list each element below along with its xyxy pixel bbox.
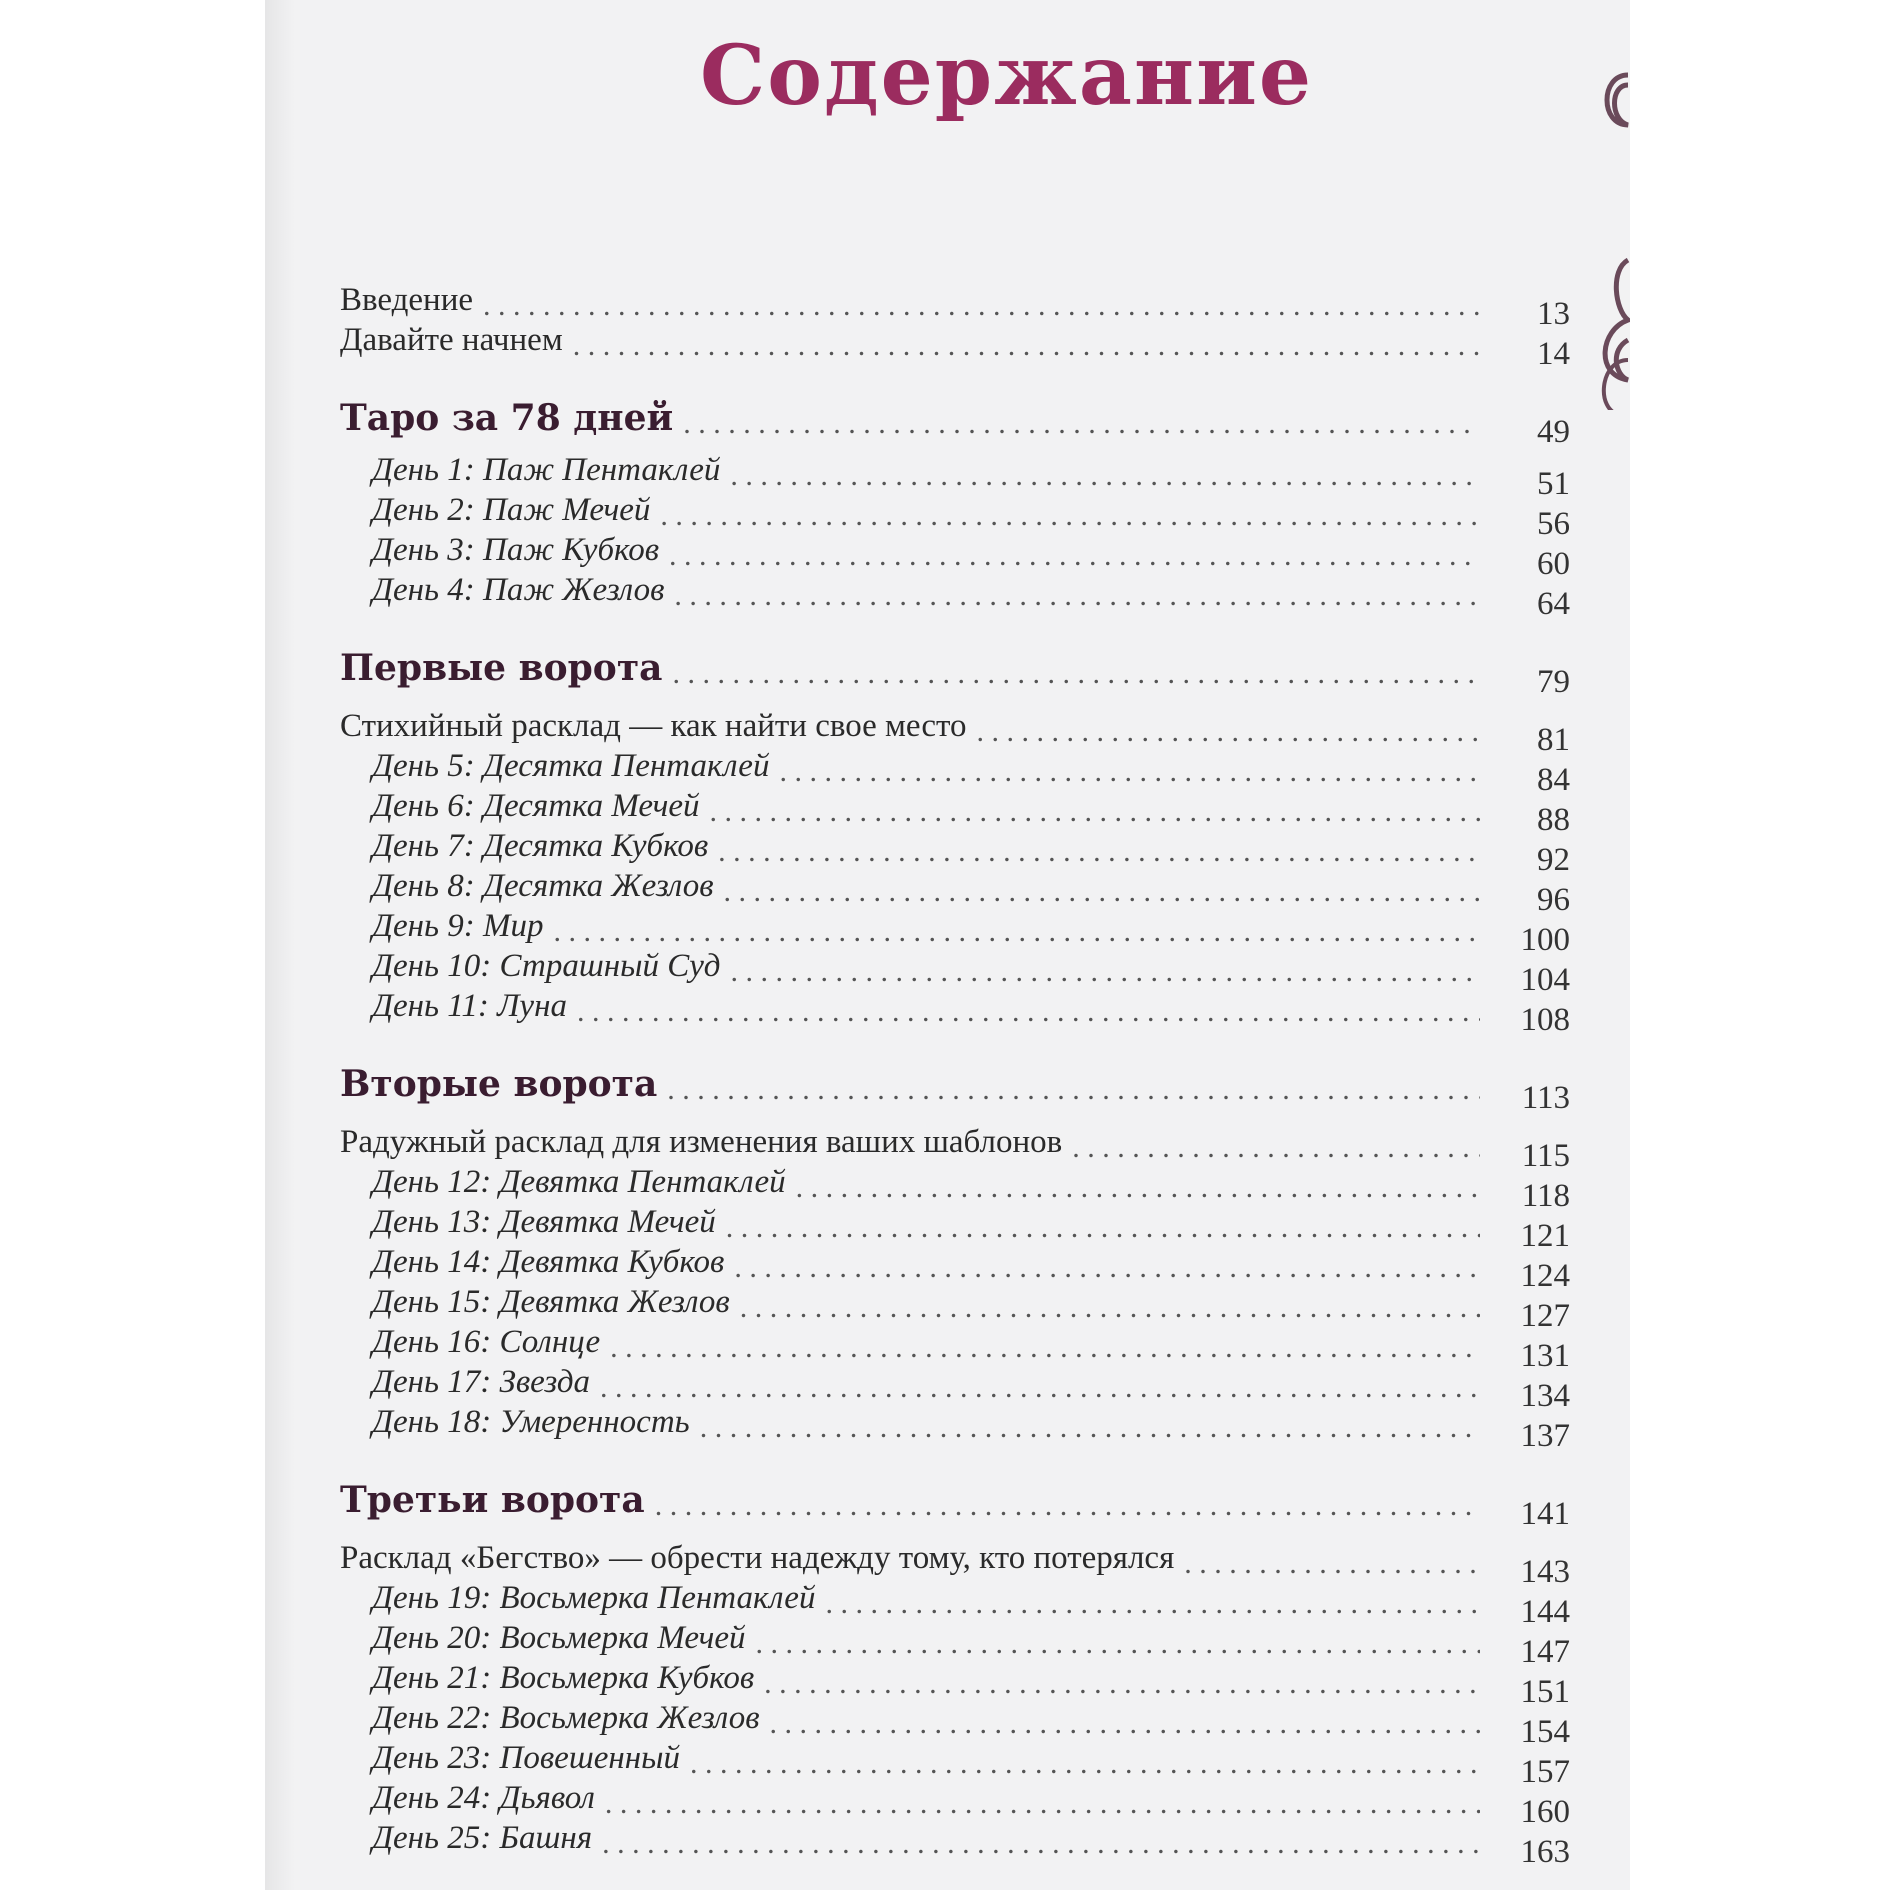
toc-entry-label: День 21: Восьмерка Кубков — [372, 1660, 755, 1696]
toc-entry-label: День 25: Башня — [372, 1820, 593, 1856]
toc-page-number: 157 — [1520, 1754, 1570, 1790]
toc-entry[interactable] — [340, 530, 1570, 582]
toc-page-number: 60 — [1537, 546, 1570, 582]
toc-entry-label: День 15: Девятка Жезлов — [372, 1284, 730, 1320]
dot-leader — [672, 642, 1480, 706]
toc-page-number: 134 — [1520, 1378, 1570, 1414]
toc-entry[interactable] — [340, 746, 1570, 798]
toc-entry[interactable] — [340, 1242, 1570, 1294]
toc-entry-label: День 24: Дьявол — [372, 1780, 595, 1816]
toc-entry-label: День 5: Десятка Пентаклей — [372, 748, 770, 784]
dot-leader — [764, 1664, 1480, 1704]
dot-leader — [730, 456, 1480, 496]
toc-page-number: 137 — [1520, 1418, 1570, 1454]
toc-entry-label: День 10: Страшный Суд — [372, 948, 721, 984]
dot-leader — [690, 1744, 1480, 1784]
dot-leader — [610, 1328, 1480, 1368]
toc-page-number: 81 — [1537, 722, 1570, 758]
dot-leader — [734, 1248, 1480, 1288]
page-title: Содержание — [700, 28, 1314, 124]
dot-leader — [779, 752, 1480, 792]
toc-entry[interactable] — [340, 1538, 1570, 1590]
toc-page-number: 79 — [1537, 664, 1570, 700]
toc-page-number: 113 — [1521, 1080, 1570, 1116]
toc-entry[interactable] — [340, 1778, 1570, 1830]
toc-entry-label: День 8: Десятка Жезлов — [372, 868, 714, 904]
toc-page-number: 121 — [1520, 1218, 1570, 1254]
toc-entry[interactable] — [340, 1738, 1570, 1790]
toc-entry-label: День 23: Повешенный — [372, 1740, 680, 1776]
toc-entry[interactable] — [340, 906, 1570, 958]
toc-entry[interactable] — [340, 786, 1570, 838]
table-of-contents — [340, 280, 1570, 1870]
dot-leader — [740, 1288, 1480, 1328]
toc-page-number: 14 — [1537, 336, 1570, 372]
dot-leader — [700, 1408, 1480, 1448]
toc-page-number: 127 — [1520, 1298, 1570, 1334]
toc-page-number: 151 — [1520, 1674, 1570, 1710]
toc-page-number: 56 — [1537, 506, 1570, 542]
dot-leader — [718, 832, 1480, 872]
toc-page-number: 96 — [1537, 882, 1570, 918]
toc-entry[interactable] — [340, 946, 1570, 998]
toc-page-number: 84 — [1537, 762, 1570, 798]
dot-leader — [756, 1624, 1480, 1664]
toc-entry[interactable] — [340, 986, 1570, 1038]
toc-entry[interactable] — [340, 1818, 1570, 1870]
toc-entry-label: День 3: Паж Кубков — [372, 532, 660, 568]
toc-entry-label: День 14: Девятка Кубков — [372, 1244, 725, 1280]
toc-entry-label: День 13: Девятка Мечей — [372, 1204, 716, 1240]
toc-page-number: 115 — [1521, 1138, 1570, 1174]
toc-entry-label: День 17: Звезда — [372, 1364, 591, 1400]
toc-entry[interactable] — [340, 1122, 1570, 1174]
toc-entry-label: День 22: Восьмерка Жезлов — [372, 1700, 760, 1736]
dot-leader — [655, 1474, 1480, 1538]
dot-leader — [577, 992, 1480, 1032]
toc-entry-label: Расклад «Бегство» — обрести надежду тому, кто потерялся — [340, 1540, 1175, 1576]
dot-leader — [554, 912, 1480, 952]
toc-entry-label: День 4: Паж Жезлов — [372, 572, 665, 608]
toc-entry-label: Давайте начнем — [340, 322, 563, 358]
toc-entry-label: День 20: Восьмерка Мечей — [372, 1620, 746, 1656]
toc-entry[interactable] — [340, 320, 1570, 372]
toc-entry[interactable] — [340, 570, 1570, 622]
toc-entry[interactable] — [340, 1578, 1570, 1630]
toc-entry[interactable] — [340, 866, 1570, 918]
dot-leader — [1184, 1544, 1480, 1584]
toc-entry[interactable] — [340, 1282, 1570, 1334]
toc-entry[interactable] — [340, 1162, 1570, 1214]
toc-entry[interactable] — [340, 490, 1570, 542]
toc-entry-label: Радужный расклад для изменения ваших шаблонов — [340, 1124, 1063, 1160]
page-gutter-shadow — [265, 0, 295, 1890]
dot-leader — [669, 536, 1480, 576]
toc-section-entry[interactable] — [340, 636, 1570, 700]
dot-leader — [825, 1584, 1480, 1624]
toc-page-number: 118 — [1521, 1178, 1570, 1214]
toc-entry[interactable] — [340, 1618, 1570, 1670]
toc-entry[interactable] — [340, 1322, 1570, 1374]
dot-leader — [1072, 1128, 1480, 1168]
toc-entry-label: День 11: Луна — [372, 988, 567, 1024]
toc-entry-label: День 6: Десятка Мечей — [372, 788, 700, 824]
toc-section-entry[interactable] — [340, 1052, 1570, 1116]
toc-page-number: 108 — [1520, 1002, 1570, 1038]
toc-entry-label: День 18: Умеренность — [372, 1404, 690, 1440]
toc-page-number: 141 — [1520, 1496, 1570, 1532]
toc-page-number: 124 — [1520, 1258, 1570, 1294]
toc-page-number: 51 — [1537, 466, 1570, 502]
toc-entry-label: День 7: Десятка Кубков — [372, 828, 709, 864]
toc-page-number: 160 — [1520, 1794, 1570, 1830]
toc-entry-label: День 1: Паж Пентаклей — [372, 452, 721, 488]
dot-leader — [483, 286, 1480, 326]
dot-leader — [710, 792, 1480, 832]
toc-page-number: 147 — [1520, 1634, 1570, 1670]
toc-entry-label: Таро за 78 дней — [340, 397, 674, 439]
dot-leader — [977, 712, 1480, 752]
toc-page-number: 64 — [1537, 586, 1570, 622]
toc-page-number: 144 — [1520, 1594, 1570, 1630]
toc-section-entry[interactable] — [340, 1468, 1570, 1532]
toc-entry[interactable] — [340, 1402, 1570, 1454]
dot-leader — [683, 392, 1480, 456]
toc-page-number: 92 — [1537, 842, 1570, 878]
toc-page-number: 100 — [1520, 922, 1570, 958]
toc-entry[interactable] — [340, 1658, 1570, 1710]
toc-entry-label: День 19: Восьмерка Пентаклей — [372, 1580, 816, 1616]
dot-leader — [602, 1824, 1480, 1864]
toc-page-number: 104 — [1520, 962, 1570, 998]
toc-section-entry[interactable] — [340, 386, 1570, 450]
toc-entry[interactable] — [340, 706, 1570, 758]
toc-entry-label: Введение — [340, 282, 474, 318]
toc-entry-label: Третьи ворота — [340, 1479, 645, 1521]
flourish-icon — [1570, 30, 1630, 415]
dot-leader — [605, 1784, 1480, 1824]
toc-entry-label: День 2: Паж Мечей — [372, 492, 651, 528]
dot-leader — [730, 952, 1480, 992]
dot-leader — [600, 1368, 1480, 1408]
toc-entry[interactable] — [340, 1698, 1570, 1750]
toc-entry-label: День 16: Солнце — [372, 1324, 601, 1360]
dot-leader — [667, 1058, 1480, 1122]
toc-entry-label: Первые ворота — [340, 647, 663, 689]
dot-leader — [573, 326, 1480, 366]
toc-page-number: 13 — [1537, 296, 1570, 332]
toc-entry-label: День 12: Девятка Пентаклей — [372, 1164, 786, 1200]
toc-entry[interactable] — [340, 280, 1570, 332]
toc-page-number: 163 — [1520, 1834, 1570, 1870]
dot-leader — [770, 1704, 1480, 1744]
dot-leader — [724, 872, 1480, 912]
toc-entry[interactable] — [340, 826, 1570, 878]
dot-leader — [674, 576, 1480, 616]
toc-page-number: 131 — [1520, 1338, 1570, 1374]
dot-leader — [796, 1168, 1480, 1208]
toc-entry[interactable] — [340, 1362, 1570, 1414]
toc-page-number: 143 — [1520, 1554, 1570, 1590]
toc-entry-label: Вторые ворота — [340, 1063, 658, 1105]
toc-entry-label: День 9: Мир — [372, 908, 544, 944]
toc-page-number: 49 — [1537, 414, 1570, 450]
toc-page-number: 88 — [1537, 802, 1570, 838]
dot-leader — [726, 1208, 1480, 1248]
toc-entry[interactable] — [340, 450, 1570, 502]
dot-leader — [660, 496, 1480, 536]
toc-page-number: 154 — [1520, 1714, 1570, 1750]
toc-entry-label: Стихийный расклад — как найти свое место — [340, 708, 967, 744]
toc-entry[interactable] — [340, 1202, 1570, 1254]
